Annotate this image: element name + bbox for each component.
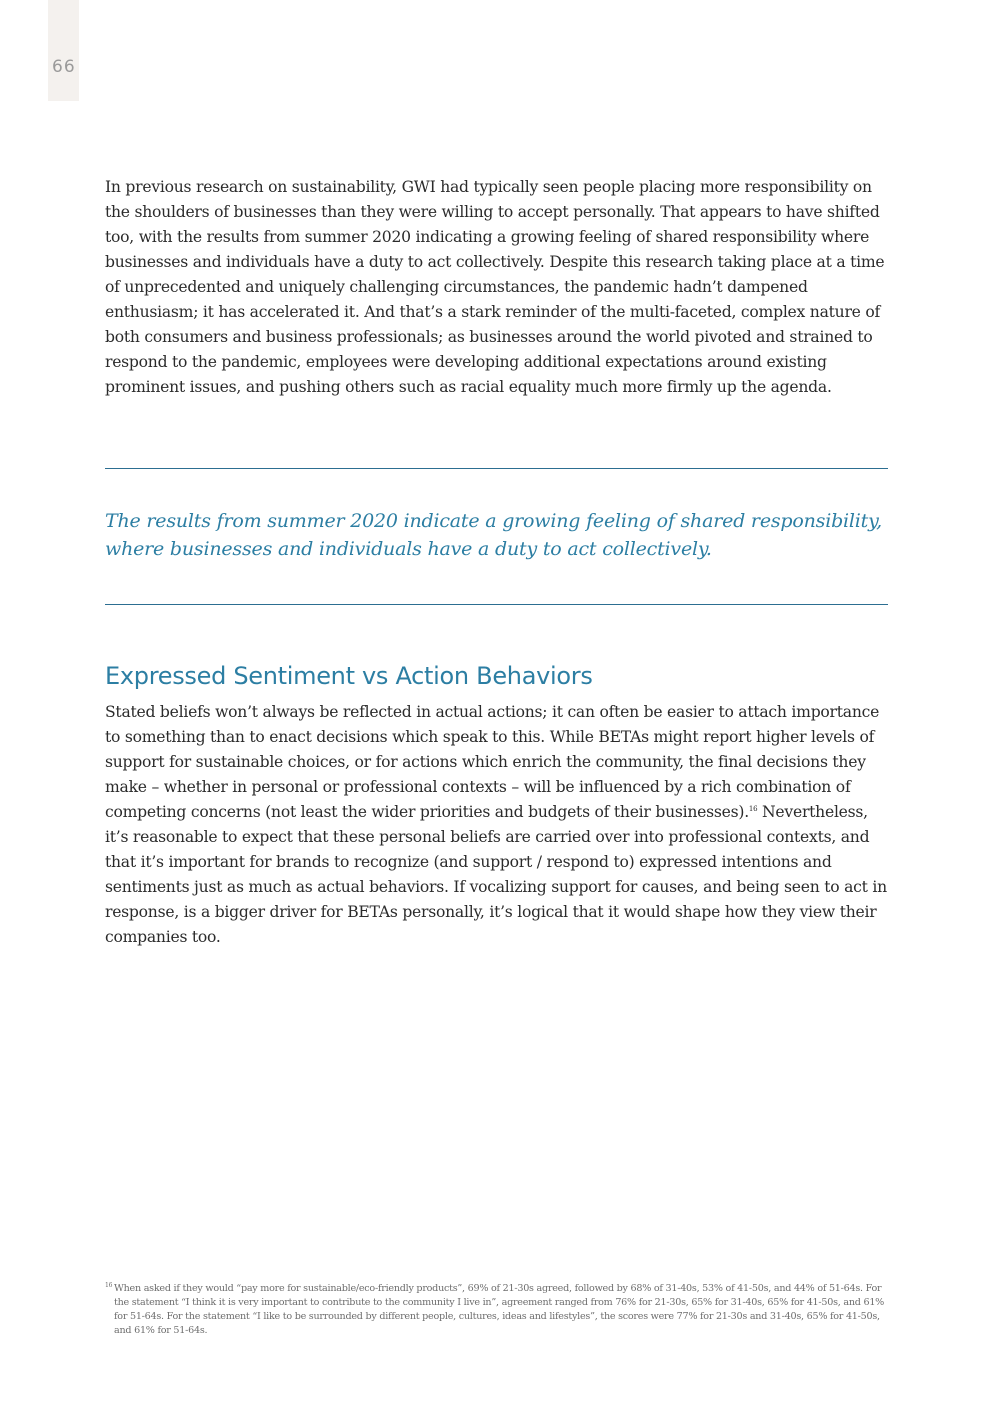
section-heading: Expressed Sentiment vs Action Behaviors (105, 662, 593, 690)
page-number: 66 (52, 57, 76, 77)
page-tab (48, 0, 79, 101)
footnote-text: When asked if they would “pay more for sustainable/eco-friendly products”, 69% of 21-30s agreed, followed by 68% of 31-40s, 53% of 41-50s, and 44% of 51-64s. For the statement “I think it is very important to contribute to the community I live in”, agreement ranged from 76% for 21-30s, 65% for 31-40s, 65% for 41-50s, and 61% for 51-64s. For the statement “I like to be surrounded by different people, cultures, ideas and lifestyles”, the scores were 77% for 21-30s and 31-40s, 65% for 41-50s, and 61% for 51-64s. (114, 1283, 885, 1336)
footnote-marker: 16 (105, 1282, 113, 1289)
section-paragraph (105, 700, 891, 950)
pull-quote: The results from summer 2020 indicate a growing feeling of shared responsibility, where businesses and individuals have a duty to act collectively. (105, 510, 882, 560)
footnote-reference[interactable]: 16 (748, 805, 758, 813)
section-paragraph-part2: Nevertheless, it’s reasonable to expect that these personal beliefs are carried over into professional contexts, and that it’s important for brands to recognize (and support / respond to) expressed intentions and sentiments just as much as actual behaviors. If vocalizing support for causes, and being seen to act in response, is a bigger driver for BETAs personally, it’s logical that it would shape how they view their companies too. (105, 803, 887, 946)
intro-paragraph: In previous research on sustainability, GWI had typically seen people placing more responsibility on the shoulders of businesses than they were willing to accept personally. That appears to have shifted too, with the results from summer 2020 indicating a growing feeling of shared responsibility where businesses and individuals have a duty to act collectively. Despite this research taking place at a time of unprecedented and uniquely challenging circumstances, the pandemic hadn’t dampened enthusiasm; it has accelerated it. And that’s a stark reminder of the multi-faceted, complex nature of both consumers and business professionals; as businesses around the world pivoted and strained to respond to the pandemic, employees were developing additional expectations around existing prominent issues, and pushing others such as racial equality much more firmly up the agenda. (105, 178, 885, 396)
footnote (105, 1282, 891, 1338)
pull-quote-bottom-rule (105, 604, 888, 605)
pull-quote-top-rule (105, 468, 888, 469)
section-paragraph-part1: Stated beliefs won’t always be reflected in actual actions; it can often be easier to attach importance to something than to enact decisions which speak to this. While BETAs might report higher levels of support for sustainable choices, or for actions which enrich the community, the final decisions they make – whether in personal or professional contexts – will be influenced by a rich combination of competing concerns (not least the wider priorities and budgets of their businesses). (105, 703, 880, 821)
